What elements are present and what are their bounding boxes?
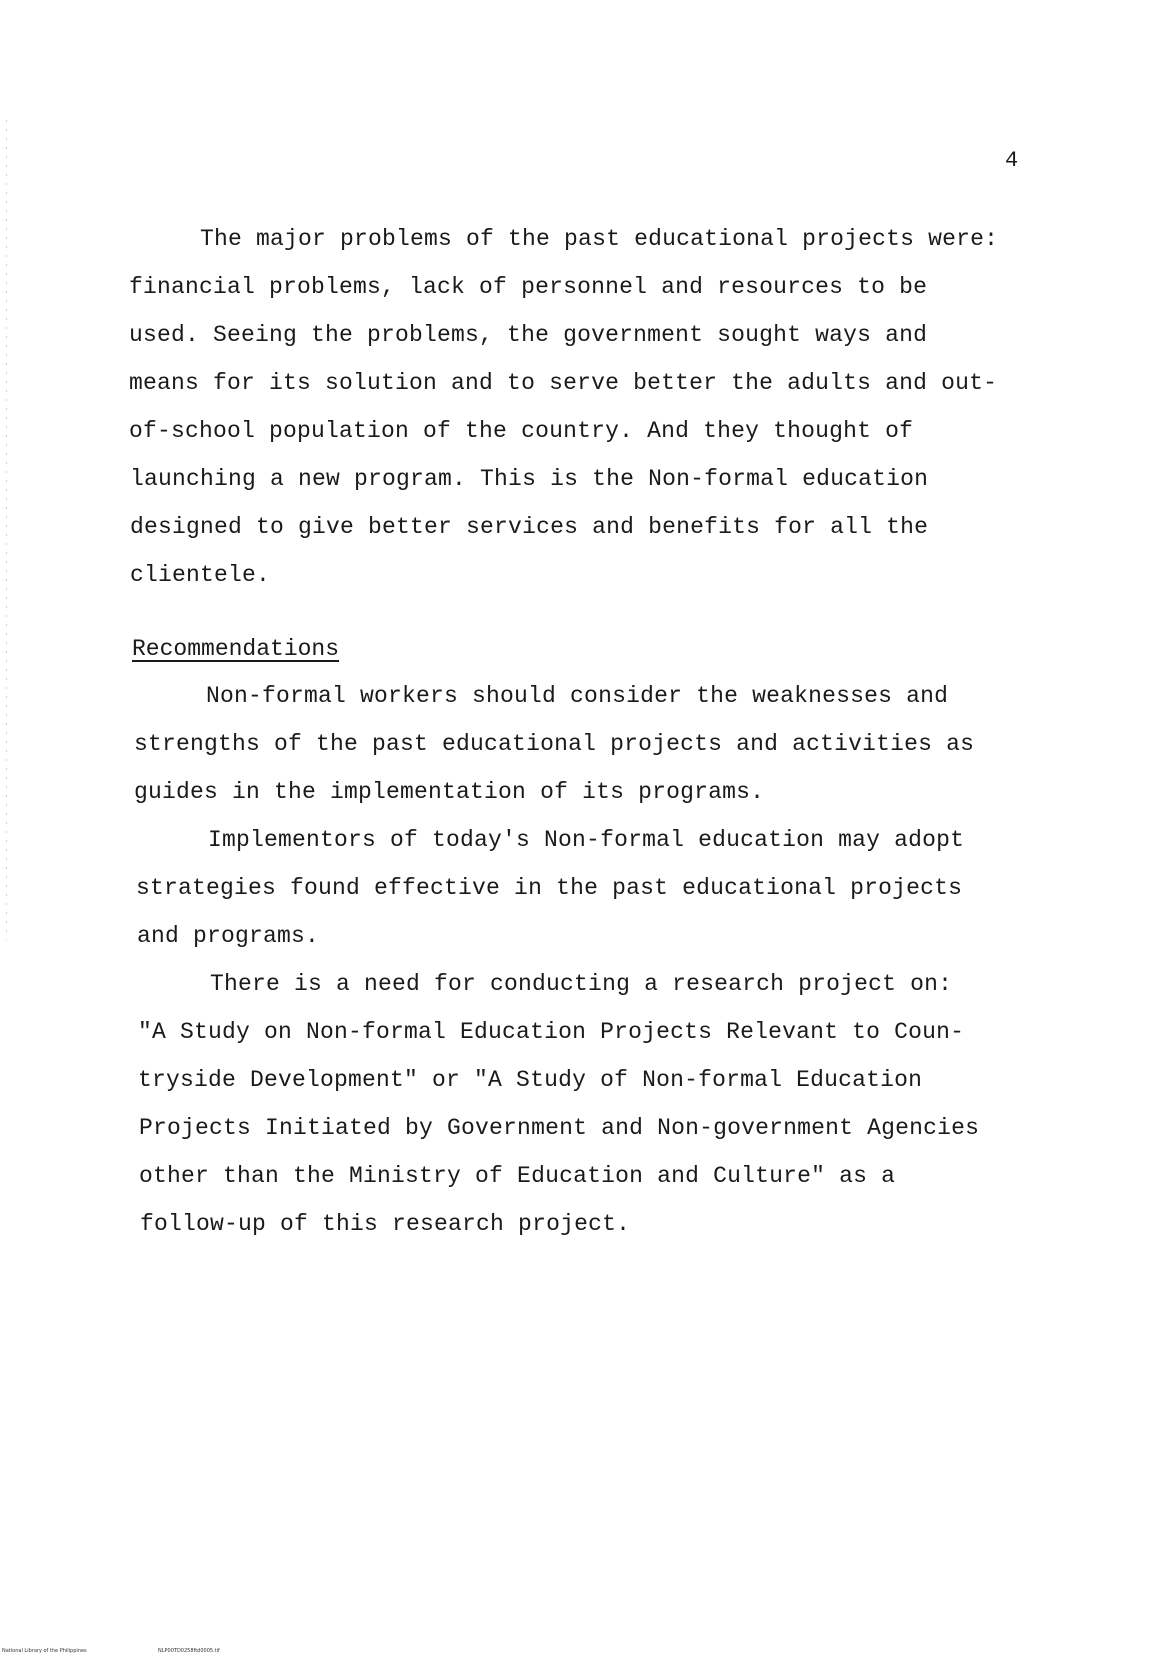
text-line: strengths of the past educational projects and activities as (134, 731, 975, 757)
text-line: designed to give better services and benefits for all the (130, 514, 929, 540)
text-line: The major problems of the past educational projects were: (200, 226, 999, 252)
text-line: and programs. (137, 923, 320, 949)
footer-library-label: National Library of the Philippines (2, 1648, 87, 1654)
text-line: of-school population of the country. And they thought of (129, 418, 914, 444)
text-line: Projects Initiated by Government and Non-government Agencies (139, 1115, 980, 1141)
text-line: used. Seeing the problems, the government sought ways and (129, 322, 928, 348)
text-line: other than the Ministry of Education and Culture" as a (139, 1163, 896, 1189)
text-line: There is a need for conducting a research project on: (210, 971, 953, 997)
text-line: clientele. (130, 562, 271, 588)
text-line: strategies found effective in the past educational projects (136, 875, 963, 901)
text-line: financial problems, lack of personnel and resources to be (129, 274, 928, 300)
text-line: Implementors of today's Non-formal education may adopt (208, 827, 965, 853)
text-line: Non-formal workers should consider the weaknesses and (206, 683, 949, 709)
text-line: tryside Development" or "A Study of Non-formal Education (138, 1067, 923, 1093)
section-heading: Recommendations (132, 636, 340, 662)
footer-file-label: NLP00TD0258ftd0005.tif (158, 1648, 220, 1654)
text-line: guides in the implementation of its programs. (134, 779, 765, 805)
text-line: means for its solution and to serve better the adults and out- (129, 370, 998, 396)
text-line: "A Study on Non-formal Education Projects Relevant to Coun- (138, 1019, 965, 1045)
scan-edge-mark (6, 120, 7, 940)
text-line: follow-up of this research project. (140, 1211, 631, 1237)
text-line: launching a new program. This is the Non-formal education (130, 466, 929, 492)
page-number: 4 (1005, 148, 1019, 173)
